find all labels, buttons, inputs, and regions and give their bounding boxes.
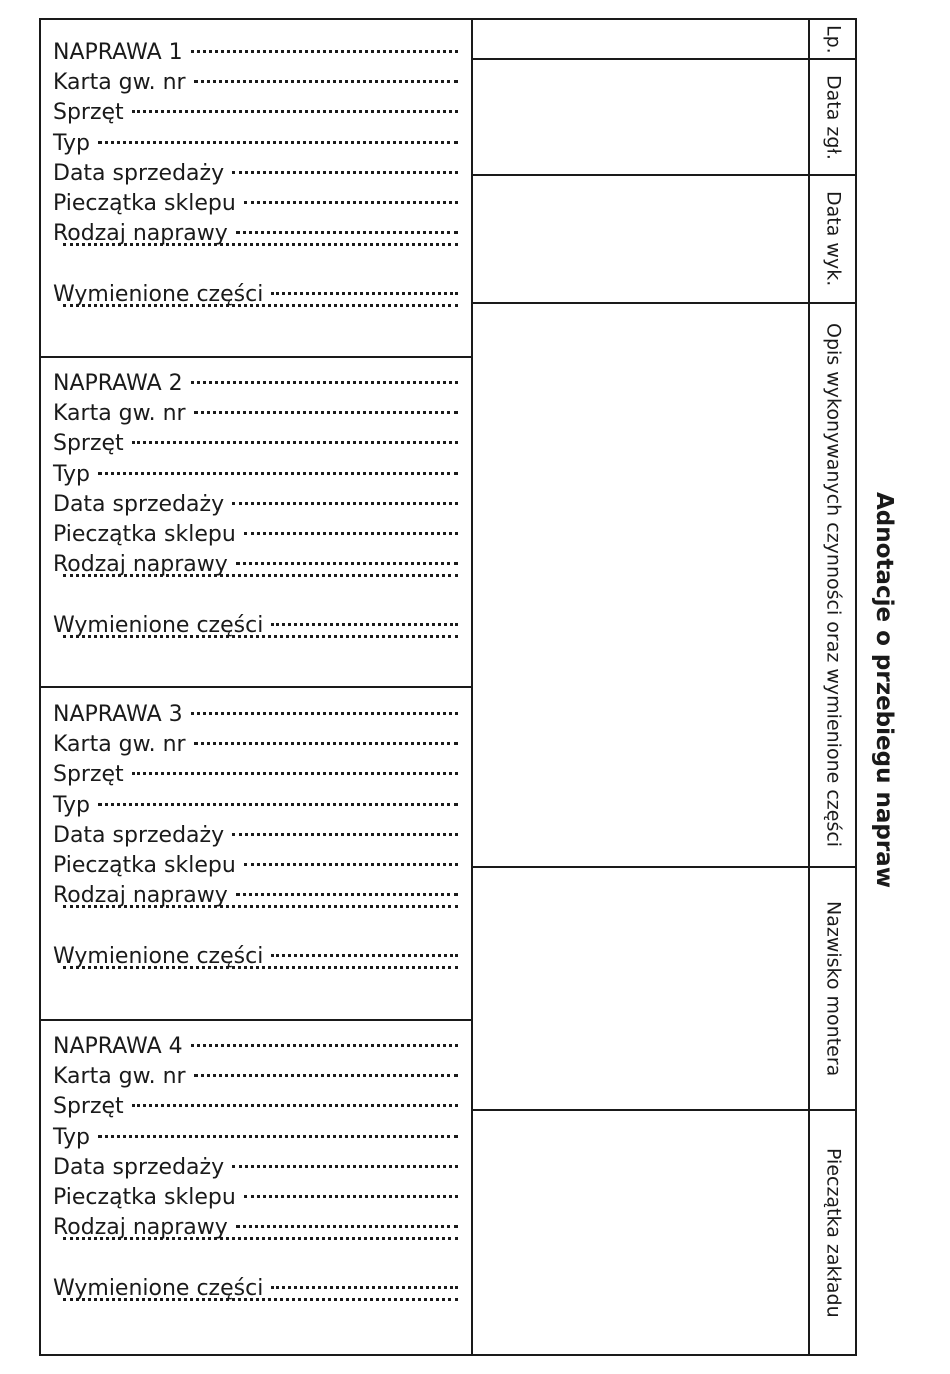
dotted-fill-line [98, 1135, 458, 1138]
dotted-fill-line [132, 1104, 458, 1107]
repair-field-continuation[interactable] [53, 1304, 458, 1334]
dotted-fill-line [244, 532, 458, 535]
repair-field-continuation[interactable] [53, 1243, 458, 1273]
repair-field-rodzaj-naprawy-label: Rodzaj naprawy [53, 552, 228, 577]
repair-field-piecz-tka-sklepu[interactable] [53, 189, 458, 219]
repair-field-karta-gw-nr-label: Karta gw. nr [53, 732, 186, 757]
repair-heading-label: NAPRAWA 4 [53, 1034, 183, 1059]
repair-heading-label: NAPRAWA 3 [53, 702, 183, 727]
repair-field-wymienione-cz-ci-label: Wymienione części [53, 1276, 264, 1301]
repair-field-sprz-t-label: Sprzęt [53, 1094, 124, 1119]
dotted-fill-line [132, 110, 458, 113]
repair-field-wymienione-cz-ci-label: Wymienione części [53, 282, 264, 307]
repair-field-typ[interactable] [53, 129, 458, 159]
repair-field-sprz-t-label: Sprzęt [53, 431, 124, 456]
dotted-fill-line [63, 574, 458, 577]
dotted-fill-line [271, 623, 458, 626]
divider-repair-1 [39, 356, 472, 358]
header-data-zgl: Data zgł. [822, 74, 845, 160]
page-title: Adnotacje o przebiegu napraw [871, 492, 897, 888]
repair-field-karta-gw-nr[interactable] [53, 399, 458, 429]
dotted-fill-line [236, 562, 458, 565]
header-lp: Lp. [822, 24, 845, 54]
cell-nazwisko-value[interactable] [473, 868, 810, 1109]
repair-field-sprz-t[interactable] [53, 1092, 458, 1122]
dotted-fill-line [236, 231, 458, 234]
cell-lp-value[interactable] [473, 20, 810, 58]
repair-field-continuation[interactable] [53, 641, 458, 671]
repair-field-continuation[interactable] [53, 310, 458, 340]
dotted-fill-line [98, 472, 458, 475]
dotted-fill-line [236, 1225, 458, 1228]
repair-field-sprz-t[interactable] [53, 98, 458, 128]
repair-field-karta-gw-nr[interactable] [53, 68, 458, 98]
divider-repair-3 [39, 1019, 472, 1021]
repair-heading-label: NAPRAWA 2 [53, 371, 183, 396]
repair-field-karta-gw-nr-label: Karta gw. nr [53, 1064, 186, 1089]
dotted-fill-line [271, 1286, 458, 1289]
repair-field-typ[interactable] [53, 791, 458, 821]
dotted-fill-line [194, 742, 458, 745]
repair-field-sprz-t-label: Sprzęt [53, 100, 124, 125]
repair-heading[interactable] [53, 1032, 458, 1062]
header-nazwisko: Nazwisko montera [822, 900, 845, 1077]
cell-pieczatka-value[interactable] [473, 1111, 810, 1354]
repair-field-data-sprzeda-y[interactable] [53, 490, 458, 520]
repair-field-data-sprzeda-y[interactable] [53, 1153, 458, 1183]
dotted-fill-line [191, 50, 458, 53]
dotted-fill-line [244, 863, 458, 866]
dotted-fill-line [98, 141, 458, 144]
dotted-fill-line [194, 411, 458, 414]
repair-field-typ[interactable] [53, 460, 458, 490]
repair-field-continuation[interactable] [53, 972, 458, 1002]
dotted-fill-line [191, 712, 458, 715]
repair-field-typ-label: Typ [53, 462, 90, 487]
repair-field-data-sprzeda-y-label: Data sprzedaży [53, 492, 225, 517]
cell-opis-value[interactable] [473, 304, 810, 866]
dotted-fill-line [63, 1237, 458, 1240]
dotted-fill-line [232, 833, 458, 836]
dotted-fill-line [244, 1195, 458, 1198]
dotted-fill-line [63, 905, 458, 908]
repair-field-data-sprzeda-y-label: Data sprzedaży [53, 1155, 225, 1180]
repair-field-data-sprzeda-y-label: Data sprzedaży [53, 161, 225, 186]
dotted-fill-line [63, 243, 458, 246]
repair-field-typ-label: Typ [53, 131, 90, 156]
repair-field-karta-gw-nr[interactable] [53, 1062, 458, 1092]
repair-field-karta-gw-nr-label: Karta gw. nr [53, 70, 186, 95]
dotted-fill-line [98, 803, 458, 806]
dotted-fill-line [132, 441, 458, 444]
repair-field-sprz-t[interactable] [53, 429, 458, 459]
repair-field-rodzaj-naprawy-label: Rodzaj naprawy [53, 1215, 228, 1240]
repair-field-data-sprzeda-y[interactable] [53, 159, 458, 189]
dotted-fill-line [271, 292, 458, 295]
header-data-wyk: Data wyk. [822, 191, 845, 287]
repair-field-data-sprzeda-y-label: Data sprzedaży [53, 823, 225, 848]
repair-block-2 [39, 369, 472, 669]
cell-data-zgl-value[interactable] [473, 60, 810, 174]
repair-field-continuation[interactable] [53, 580, 458, 610]
dotted-fill-line [63, 966, 458, 969]
repair-field-piecz-tka-sklepu-label: Pieczątka sklepu [53, 522, 236, 547]
repair-field-typ-label: Typ [53, 1125, 90, 1150]
repair-field-rodzaj-naprawy-label: Rodzaj naprawy [53, 883, 228, 908]
repair-heading[interactable] [53, 369, 458, 399]
repair-field-sprz-t-label: Sprzęt [53, 762, 124, 787]
repair-field-piecz-tka-sklepu-label: Pieczątka sklepu [53, 1185, 236, 1210]
repair-field-piecz-tka-sklepu[interactable] [53, 851, 458, 881]
repair-field-piecz-tka-sklepu[interactable] [53, 520, 458, 550]
dotted-fill-line [132, 772, 458, 775]
cell-data-wyk-value[interactable] [473, 176, 810, 302]
repair-block-3 [39, 700, 472, 1000]
dotted-fill-line [63, 304, 458, 307]
header-opis: Opis wykonywanych czynności oraz wymienione części [822, 322, 845, 848]
dotted-fill-line [191, 1044, 458, 1047]
repair-field-piecz-tka-sklepu[interactable] [53, 1183, 458, 1213]
dotted-fill-line [232, 171, 458, 174]
dotted-fill-line [232, 1165, 458, 1168]
repair-heading-label: NAPRAWA 1 [53, 40, 183, 65]
divider-repair-2 [39, 686, 472, 688]
repair-field-sprz-t[interactable] [53, 760, 458, 790]
dotted-fill-line [232, 502, 458, 505]
repair-field-wymienione-cz-ci-label: Wymienione części [53, 613, 264, 638]
repair-field-data-sprzeda-y[interactable] [53, 821, 458, 851]
repair-field-rodzaj-naprawy-label: Rodzaj naprawy [53, 221, 228, 246]
dotted-fill-line [244, 201, 458, 204]
header-pieczatka: Pieczątka zakładu [822, 1147, 845, 1318]
dotted-fill-line [191, 381, 458, 384]
dotted-fill-line [194, 80, 458, 83]
repair-heading[interactable] [53, 38, 458, 68]
dotted-fill-line [63, 1298, 458, 1301]
repair-field-piecz-tka-sklepu-label: Pieczątka sklepu [53, 853, 236, 878]
dotted-fill-line [194, 1074, 458, 1077]
repair-block-4 [39, 1032, 472, 1332]
repair-field-karta-gw-nr-label: Karta gw. nr [53, 401, 186, 426]
repair-field-typ[interactable] [53, 1123, 458, 1153]
repair-field-piecz-tka-sklepu-label: Pieczątka sklepu [53, 191, 236, 216]
repair-field-wymienione-cz-ci-label: Wymienione części [53, 944, 264, 969]
repair-block-1 [39, 38, 472, 338]
dotted-fill-line [63, 635, 458, 638]
repair-field-continuation[interactable] [53, 249, 458, 279]
dotted-fill-line [271, 954, 458, 957]
repair-field-typ-label: Typ [53, 793, 90, 818]
repair-field-continuation[interactable] [53, 911, 458, 941]
repair-field-karta-gw-nr[interactable] [53, 730, 458, 760]
dotted-fill-line [236, 893, 458, 896]
repair-heading[interactable] [53, 700, 458, 730]
